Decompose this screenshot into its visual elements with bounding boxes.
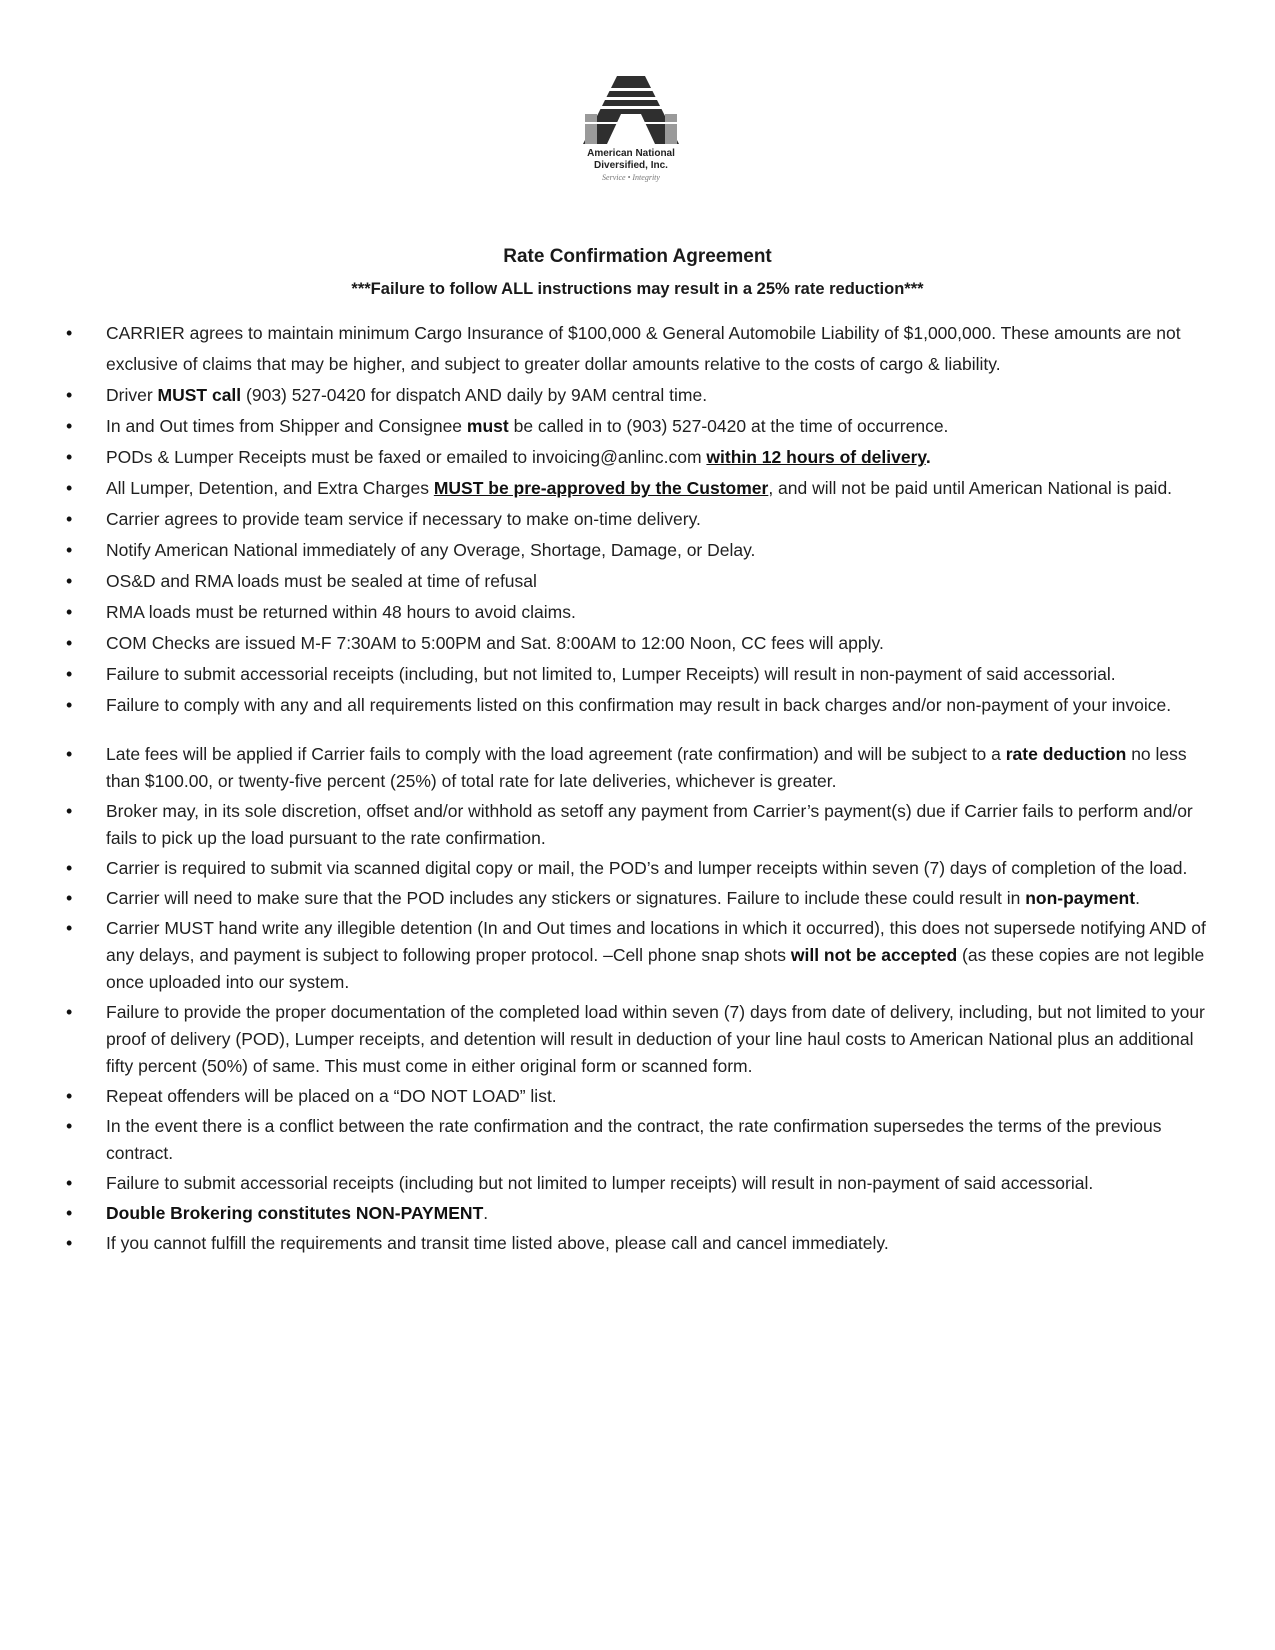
term-item: • In and Out times from Shipper and Consignee must be called in to (903) 527-0420 at the time of occurrence.: [62, 411, 1212, 442]
term-item: • Carrier agrees to provide team service if necessary to make on-time delivery.: [62, 504, 1212, 535]
logo-tagline: Service • Integrity: [602, 173, 660, 182]
term-item: • Carrier MUST hand write any illegible detention (In and Out times and locations in which it occurred), this does not supersede notifying AND of any delays, and payment is subject to following proper protocol. –Cell phone snap shots will not be accepted (as these copies are not legible once uploaded into our system.: [62, 915, 1212, 996]
document-title: Rate Confirmation Agreement: [503, 246, 772, 267]
term-item: • Failure to comply with any and all requirements listed on this confirmation may result in back charges and/or non-payment of your invoice.: [62, 690, 1212, 721]
term-item: • If you cannot fulfill the requirements and transit time listed above, please call and cancel immediately.: [62, 1230, 1212, 1257]
term-item: • Failure to submit accessorial receipts (including, but not limited to, Lumper Receipts) will result in non-payment of said accessorial.: [62, 659, 1212, 690]
term-item: • All Lumper, Detention, and Extra Charges MUST be pre-approved by the Customer, and will not be paid until American National is paid.: [62, 473, 1212, 504]
term-item: • Failure to submit accessorial receipts (including but not limited to lumper receipts) will result in non-payment of said accessorial.: [62, 1170, 1212, 1197]
terms-list: [62, 318, 1212, 1260]
company-logo: [566, 76, 696, 182]
term-item: • CARRIER agrees to maintain minimum Cargo Insurance of $100,000 & General Automobile Liability of $1,000,000. These amounts are not exclusive of claims that may be higher, and subject to greater dollar amounts relative to the costs of cargo & liability.: [62, 318, 1212, 380]
term-item: • RMA loads must be returned within 48 hours to avoid claims.: [62, 597, 1212, 628]
logo-company-name: American National Diversified, Inc.: [587, 148, 675, 171]
term-item: • COM Checks are issued M-F 7:30AM to 5:00PM and Sat. 8:00AM to 12:00 Noon, CC fees will apply.: [62, 628, 1212, 659]
term-item: • Driver MUST call (903) 527-0420 for dispatch AND daily by 9AM central time.: [62, 380, 1212, 411]
term-item: • PODs & Lumper Receipts must be faxed or emailed to invoicing@anlinc.com within 12 hours of delivery.: [62, 442, 1212, 473]
term-item: • Notify American National immediately of any Overage, Shortage, Damage, or Delay.: [62, 535, 1212, 566]
term-item: • Broker may, in its sole discretion, offset and/or withhold as setoff any payment from Carrier’s payment(s) due if Carrier fails to perform and/or fails to pick up the load pursuant to the rate confirmation.: [62, 798, 1212, 852]
logo-mark-icon: [581, 76, 681, 144]
term-item: • In the event there is a conflict between the rate confirmation and the contract, the rate confirmation supersedes the terms of the previous contract.: [62, 1113, 1212, 1167]
term-item: • Carrier will need to make sure that the POD includes any stickers or signatures. Failure to include these could result in non-payment.: [62, 885, 1212, 912]
term-item: • Double Brokering constitutes NON-PAYMENT.: [62, 1200, 1212, 1227]
term-item: • Failure to provide the proper documentation of the completed load within seven (7) days from date of delivery, including, but not limited to your proof of delivery (POD), Lumper receipts, and detention will result in deduction of your line haul costs to American National plus an additional fifty percent (50%) of same. This must come in either original form or scanned form.: [62, 999, 1212, 1080]
term-item: • OS&D and RMA loads must be sealed at time of refusal: [62, 566, 1212, 597]
term-item: • Late fees will be applied if Carrier fails to comply with the load agreement (rate confirmation) and will be subject to a rate deduction no less than $100.00, or twenty-five percent (25%) of total rate for late deliveries, whichever is greater.: [62, 741, 1212, 795]
rate-reduction-warning: ***Failure to follow ALL instructions may result in a 25% rate reduction***: [351, 280, 924, 298]
term-item: • Repeat offenders will be placed on a “DO NOT LOAD” list.: [62, 1083, 1212, 1110]
term-item: • Carrier is required to submit via scanned digital copy or mail, the POD’s and lumper receipts within seven (7) days of completion of the load.: [62, 855, 1212, 882]
